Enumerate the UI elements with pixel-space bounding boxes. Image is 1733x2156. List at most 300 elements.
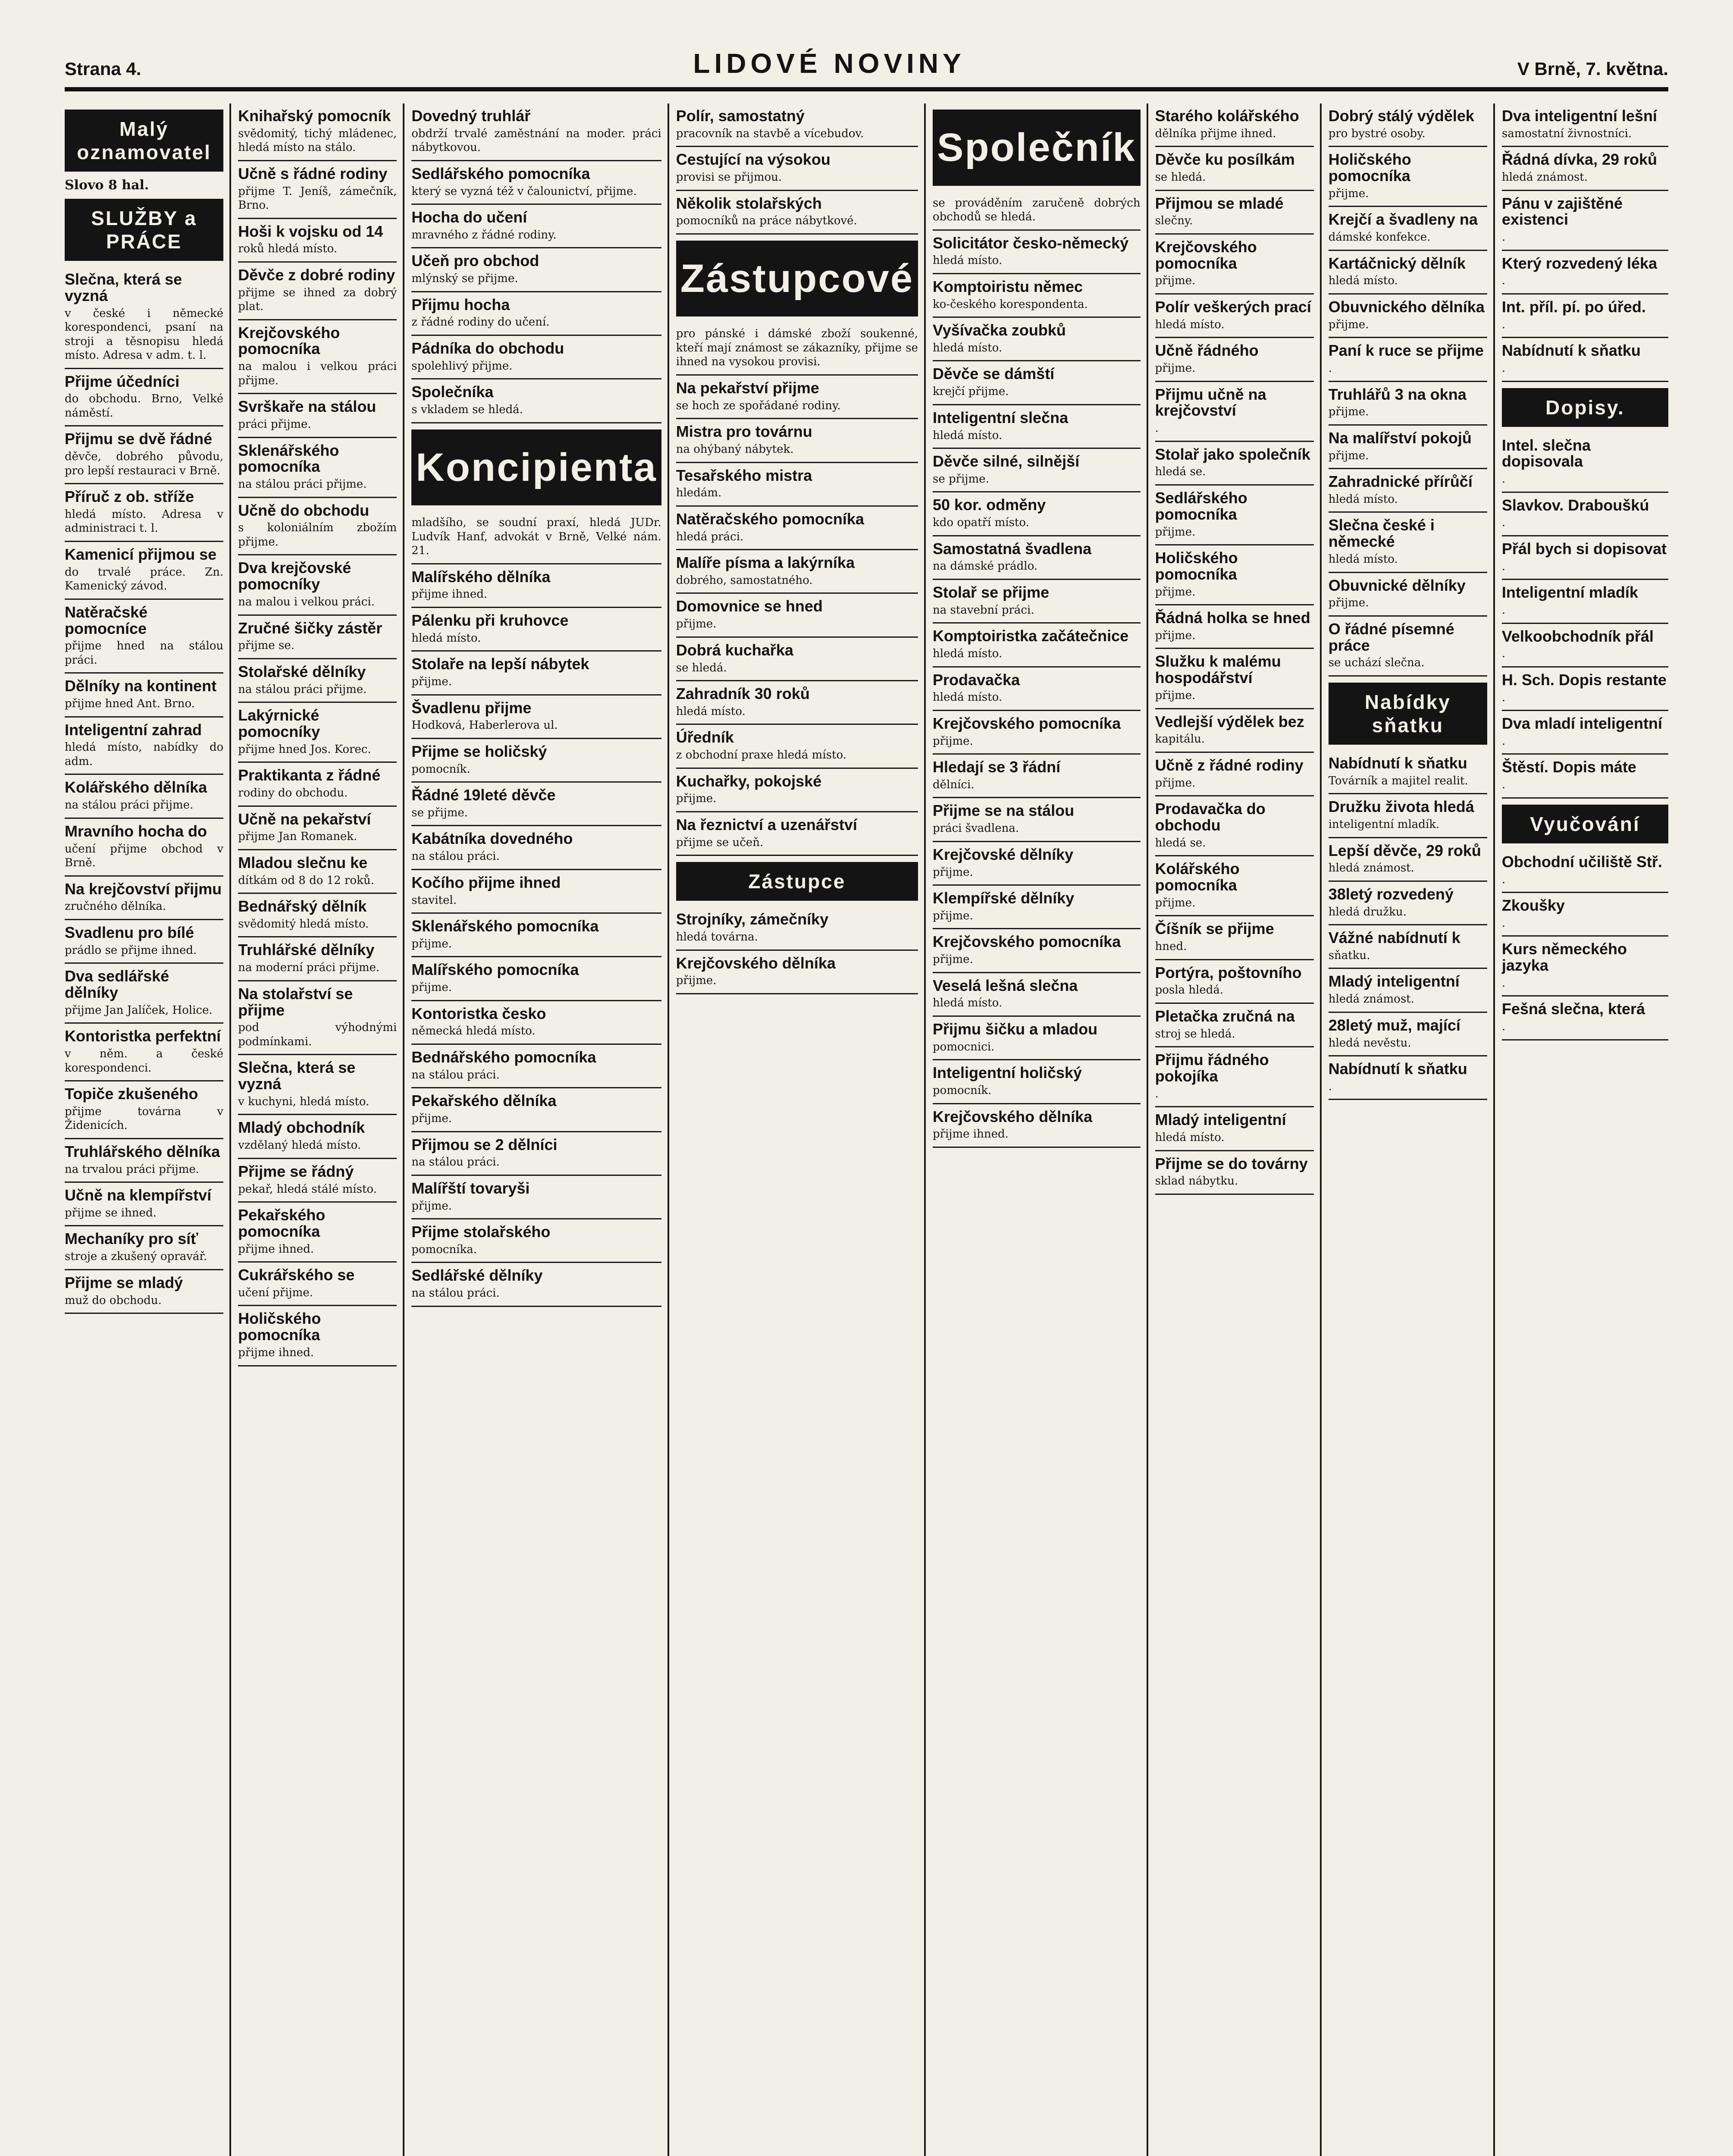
ad-body: . (1501, 560, 1506, 573)
classified-ad (1502, 893, 1668, 937)
classified-ad (1502, 251, 1668, 295)
classified-ad (933, 1060, 1141, 1104)
ad-title: Kolářského dělníka (65, 778, 207, 796)
ad-body: roků hledá místo. (238, 242, 338, 256)
ad-title: Přijme se mladý (65, 1273, 183, 1291)
classified-ad (65, 718, 223, 775)
ad-title: Kočího přijme ihned (411, 873, 561, 891)
classified-ad (1329, 295, 1487, 338)
ad-title: Pánu v zajištěné existenci (1501, 194, 1623, 229)
ad-body: přijme. (676, 617, 717, 631)
ad-title: Který rozvedený léka (1501, 254, 1658, 272)
ad-body: se přijme. (411, 806, 468, 819)
ad-body: německá hledá místo. (411, 1025, 536, 1038)
ad-body: se hoch ze spořádané rodiny. (676, 399, 841, 412)
ad-title: O řádné písemné práce (1328, 620, 1454, 654)
classified-ad (933, 536, 1141, 580)
ad-body: kapitálu. (1155, 733, 1205, 746)
classified-ad (65, 1139, 223, 1183)
classified-ad (1502, 755, 1668, 798)
ad-title: Komptoiristka začátečnice (933, 627, 1129, 645)
ad-body: provisi se přijmou. (676, 171, 782, 184)
ad-title: Natěračské pomocníce (65, 603, 148, 637)
ad-body: sňatku. (1328, 949, 1370, 962)
ad-body: se hledá. (1155, 171, 1206, 184)
classified-ad (1155, 796, 1314, 856)
classified-ad (65, 1024, 223, 1081)
ad-body: sklad nábytku. (1155, 1175, 1238, 1188)
ad-title: Krejčovského dělníka (933, 1107, 1093, 1125)
ad-body: . (1501, 916, 1506, 930)
classified-ad (238, 103, 397, 161)
classified-ad (238, 1203, 397, 1263)
classified-ad (1155, 916, 1314, 960)
ad-body: s vkladem se hledá. (411, 403, 523, 417)
classified-ad (1502, 580, 1668, 624)
classified-ad (65, 674, 223, 717)
ad-title: Inteligentní slečna (933, 408, 1069, 426)
ad-body: . (1501, 362, 1506, 375)
ad-body: hledá družku. (1328, 905, 1407, 918)
classified-ad (411, 1001, 661, 1045)
zastupce-small-banner: Zástupce (676, 862, 918, 901)
ad-title: Komptoiristu němec (933, 277, 1083, 295)
classified-ad (238, 555, 397, 615)
ad-body: rodiny do obchodu. (238, 787, 348, 800)
classified-ad (1502, 711, 1668, 755)
classified-ad (238, 981, 397, 1056)
ad-body: stroje a zkušený opravář. (65, 1250, 207, 1263)
classified-ad (411, 1045, 661, 1088)
ad-body: přijme. (1155, 896, 1196, 909)
ad-title: Slečna, která se vyzná (65, 270, 182, 304)
ad-body: přijme. (676, 792, 717, 805)
classified-ad (933, 624, 1141, 667)
ad-body: přijme. (1328, 187, 1369, 200)
ad-body: přijme. (1155, 776, 1196, 790)
ad-title: Na pekařství přijme (676, 379, 819, 397)
ad-body: ko-českého korespondenta. (933, 298, 1088, 311)
ad-body: z řádné rodiny do učení. (411, 316, 550, 329)
classified-ad (238, 894, 397, 937)
ad-body: přijme. (411, 981, 452, 994)
ad-body: přijme T. Jeníš, zámečník, Brno. (238, 185, 397, 212)
ad-title: Služku k malému hospodářství (1155, 652, 1281, 687)
classified-ad (411, 957, 661, 1001)
ad-title: Obchodní učiliště Stř. (1501, 852, 1662, 871)
ad-body: Továrník a majitel realit. (1328, 774, 1468, 787)
classified-ad (676, 376, 918, 419)
ad-title: Holičského pomocníka (238, 1310, 321, 1344)
classified-ad (933, 492, 1141, 536)
ad-body: který se vyzná též v čalounictví, přijme. (411, 185, 637, 198)
classified-ad (1155, 235, 1314, 295)
ad-body: přijme hned na stálou práci. (65, 639, 224, 667)
classified-ad (411, 652, 661, 695)
classified-ad (411, 1132, 661, 1176)
ad-body: přijme. (411, 937, 452, 950)
classified-ad (65, 426, 223, 484)
ad-body: . (1501, 318, 1506, 331)
classified-ad (933, 929, 1141, 973)
ad-title: Přijme se do továrny (1155, 1154, 1308, 1172)
ad-title: Svrškaře na stálou (238, 398, 376, 416)
ad-body: přijme ihned. (238, 1346, 314, 1359)
ad-title: Řádná dívka, 29 roků (1501, 150, 1657, 169)
classified-ad (676, 550, 918, 594)
classified-ad (1155, 382, 1314, 442)
ad-title: Dva krejčovské pomocníky (238, 559, 351, 593)
classified-ad (65, 1081, 223, 1139)
ad-title: Děvče silné, silnější (933, 452, 1080, 470)
classified-ad (238, 1055, 397, 1115)
ad-body: hledá místo, nabídky do adm. (65, 741, 224, 768)
classified-ad (676, 103, 918, 147)
ad-title: Pekařského pomocníka (238, 1206, 326, 1240)
ad-body: přijme. (1155, 689, 1196, 702)
ad-title: Malířští tovaryši (411, 1179, 530, 1197)
ad-body: na malou i velkou práci. (238, 595, 375, 609)
classified-ad (238, 850, 397, 894)
ad-title: Topiče zkušeného (65, 1085, 198, 1103)
ad-body: dělníka přijme ihned. (1155, 127, 1276, 140)
classified-ad (1329, 147, 1487, 207)
classified-ad (1502, 667, 1668, 711)
ad-title: Zručné šičky zástěr (238, 619, 382, 637)
ad-body: hledá známost. (1328, 862, 1414, 875)
classified-ad (1502, 433, 1668, 493)
ad-body: v něm. a české korespondenci. (65, 1047, 224, 1075)
classified-ad (1155, 338, 1314, 382)
classified-ad (411, 696, 661, 739)
ad-title: Cestující na výsokou (676, 150, 830, 169)
ad-body: hledá nevěstu. (1328, 1036, 1411, 1050)
ad-body: na malou i velkou práci přijme. (238, 360, 397, 387)
classified-ad (1329, 751, 1487, 794)
ad-body: se přijme. (933, 472, 989, 486)
ad-body: přijme. (933, 865, 973, 879)
ad-body: hledá místo. (411, 631, 481, 645)
ad-body: přijme. (1328, 318, 1369, 331)
ad-title: Kurs německého jazyka (1501, 940, 1627, 975)
ad-body: přijme. (1328, 596, 1369, 610)
classified-ad (65, 819, 223, 877)
ad-title: Pekařského dělníka (411, 1092, 557, 1110)
ad-body: hledá továrna. (676, 931, 758, 944)
ad-title: Truhlářské dělníky (238, 941, 375, 959)
ad-body: obdrží trvalé zaměstnání na moder. práci nábytkovou. (411, 127, 661, 154)
classified-ad (933, 1017, 1141, 1060)
ad-title: 38letý rozvedený (1328, 885, 1454, 903)
classified-ad (65, 1270, 223, 1314)
banner-subtitle: Slovo 8 hal. (65, 178, 149, 193)
ad-title: Úředník (676, 728, 734, 746)
ad-title: Stolař jako společník (1155, 445, 1310, 463)
classified-ad (1155, 1107, 1314, 1151)
ad-body: hledá místo. (933, 691, 1003, 704)
ad-title: Strojníky, zámečníky (676, 910, 829, 928)
classified-ad (238, 1115, 397, 1159)
ad-body: krejčí přijme. (933, 385, 1009, 398)
ad-title: Sklenářského pomocníka (411, 917, 599, 935)
ad-body: hledá místo. (1328, 274, 1398, 288)
classified-ad (65, 920, 223, 964)
ad-title: Dva mladí inteligentní (1501, 714, 1662, 733)
classified-ad (1329, 617, 1487, 677)
ad-body: hledá místo. (676, 705, 746, 718)
ad-title: Přijme se holičský (411, 742, 547, 760)
classified-ad (676, 638, 918, 681)
ad-body: přijme se. (238, 639, 295, 652)
classified-ad (238, 1159, 397, 1203)
ad-title: Dělníky na kontinent (65, 677, 217, 695)
ad-body: . (1501, 1020, 1506, 1034)
classified-ad (238, 219, 397, 263)
classified-ad (933, 973, 1141, 1017)
classified-ad (238, 438, 397, 498)
ad-body: . (1328, 362, 1332, 375)
classified-ad (1502, 997, 1668, 1040)
ad-title: Přijme stolařského (411, 1223, 551, 1241)
classified-ad (1329, 469, 1487, 513)
ad-title: Děvče se dámští (933, 365, 1055, 383)
ad-body: . (1501, 976, 1506, 990)
ad-title: Cukrářského se (238, 1266, 355, 1284)
ad-title: Švadlenu přijme (411, 699, 532, 717)
ad-title: Intel. slečna dopisovala (1501, 436, 1591, 470)
ad-body: mladšího, se soudní praxí, hledá JUDr. Ludvík Hanf, advokát v Brně, Velké nám. 21. (411, 516, 661, 558)
newspaper-title: LIDOVÉ NOVINY (693, 48, 965, 79)
ad-body: hledá se. (1155, 836, 1206, 849)
classified-ad (1502, 338, 1668, 382)
ad-title: Solicitátor česko-německý (933, 234, 1129, 252)
ad-title: Učeň pro obchod (411, 252, 539, 270)
ad-title: Přijme se na stálou (933, 802, 1075, 820)
classified-ad (933, 886, 1141, 929)
ad-title: Inteligentní zahrad (65, 721, 202, 739)
classified-ad (411, 248, 661, 292)
ad-title: Samostatná švadlena (933, 539, 1092, 558)
ad-title: Mistra pro továrnu (676, 423, 812, 441)
classified-ad (933, 667, 1141, 711)
classified-ad (1155, 147, 1314, 191)
ad-body: . (1501, 473, 1506, 486)
ad-body: přijme. (1155, 274, 1196, 288)
classified-ad (1155, 1151, 1314, 1195)
ad-title: Truhlářského dělníka (65, 1142, 220, 1160)
column-5 (933, 103, 1148, 2156)
ad-title: Učně řádného (1155, 342, 1259, 360)
ad-title: Polír veškerých prací (1155, 298, 1311, 316)
ad-title: Slečna, která se vyzná (238, 1059, 356, 1093)
ad-title: Stolařské dělníky (238, 662, 366, 680)
classified-ad (411, 870, 661, 914)
classified-ad (1329, 573, 1487, 617)
classified-ad (1329, 1056, 1487, 1100)
ad-body: přijme. (1155, 629, 1196, 642)
ad-body: na stálou práci. (411, 1287, 500, 1300)
classified-ad (1155, 960, 1314, 1004)
ad-title: Slavkov. Drabouškú (1501, 496, 1649, 514)
ad-body: přijme. (1328, 405, 1369, 419)
ad-title: Na malířství pokojů (1328, 429, 1472, 447)
ad-title: Družku života hledá (1328, 798, 1474, 816)
ad-body: přijme. (933, 909, 973, 922)
classified-ad (1155, 1004, 1314, 1047)
ad-title: Svadlenu pro bílé (65, 923, 194, 941)
classified-ad (933, 711, 1141, 755)
ad-title: Holičského pomocníka (1155, 549, 1238, 583)
ad-title: Na krejčovství přijmu (65, 880, 222, 898)
ad-body: přijme. (411, 675, 452, 689)
ad-body: na stálou práci přijme. (238, 478, 367, 491)
ad-title: Hocha do učení (411, 208, 527, 226)
ad-title: Několik stolařských (676, 194, 822, 212)
ad-body: pro pánské i dámské zboží soukenné, kteří mají známost se zákazníky, přijme se ihned na vysokou provisi. (676, 327, 918, 369)
ad-body: hned. (1155, 940, 1187, 953)
ad-title: Prodavačka do obchodu (1155, 800, 1266, 834)
ad-body: . (1328, 1080, 1332, 1093)
ad-body: prádlo se přijme ihned. (65, 943, 197, 957)
column-6 (1155, 103, 1322, 2156)
column-3 (411, 103, 669, 2156)
ad-title: Malířského pomocníka (411, 961, 579, 979)
classified-ad (1502, 103, 1668, 147)
ad-title: Kontoristka perfektní (65, 1027, 221, 1045)
classified-ad (238, 937, 397, 981)
ad-body: učení přijme obchod v Brně. (65, 842, 224, 870)
ad-title: Portýra, poštovního (1155, 963, 1302, 981)
ad-body: přijme. (676, 974, 717, 987)
ad-title: Sedlářského pomocníka (1155, 489, 1247, 523)
ad-title: Přijmu učně na krejčovství (1155, 385, 1266, 420)
classified-ad (676, 507, 918, 550)
classified-ad (1155, 753, 1314, 796)
ad-body: pekař, hledá stálé místo. (238, 1182, 377, 1196)
ad-title: Číšník se přijme (1155, 920, 1274, 938)
column-2 (238, 103, 404, 2156)
ad-title: Řádná holka se hned (1155, 609, 1310, 627)
ad-body: hledám. (676, 486, 722, 500)
classified-ad (1502, 624, 1668, 667)
classified-ad (65, 877, 223, 920)
classified-ad (411, 1088, 661, 1132)
classified-ad (238, 498, 397, 556)
ad-title: Mladý obchodník (238, 1119, 365, 1137)
ad-title: Krejčovského pomocníka (1155, 238, 1257, 272)
ad-body: v kuchyni, hledá místo. (238, 1095, 370, 1108)
ad-body: na stálou práci. (411, 1156, 500, 1169)
ad-title: Lepší děvče, 29 roků (1328, 841, 1481, 859)
ad-body: na ohýbaný nábytek. (676, 443, 794, 456)
ad-body: slečny. (1155, 214, 1193, 228)
issue-date: V Brně, 7. května. (1517, 59, 1668, 79)
ad-body: na stavební práci. (933, 603, 1034, 617)
ad-title: 50 kor. odměny (933, 496, 1046, 514)
ad-body: vzdělaný hledá místo. (238, 1139, 361, 1152)
classified-ad (411, 103, 661, 161)
ad-title: Přál bych si dopisovat (1501, 539, 1667, 558)
ad-body: přijme se ihned. (65, 1206, 157, 1219)
classified-ad (65, 542, 223, 600)
ad-body: v české i německé korespondenci, psaní na stroji a těsnopisu hledá místo. Adresa v adm. t. l. (65, 307, 224, 362)
classified-ad (933, 580, 1141, 624)
classified-ad (411, 1263, 661, 1307)
ad-body: přijme. (1155, 525, 1196, 539)
ad-title: Int. příl. pí. po úřed. (1501, 298, 1646, 316)
classified-ad (1329, 513, 1487, 573)
classified-ad (1329, 251, 1487, 295)
classified-ad (676, 769, 918, 812)
ad-title: Obuvnické dělníky (1328, 576, 1466, 594)
ad-title: Kontoristka česko (411, 1004, 546, 1022)
ad-body: . (1501, 778, 1506, 792)
ad-body: svědomitý hledá místo. (238, 917, 369, 931)
classified-ad (411, 1219, 661, 1263)
services-section-banner: SLUŽBY a PRÁCE (65, 199, 223, 261)
zastupce-banner: Zástupcové (676, 241, 918, 317)
ad-body: do obchodu. Brno, Velké náměstí. (65, 392, 224, 420)
ad-body: pod výhodnými podmínkami. (238, 1021, 397, 1048)
ad-title: Slečna české i německé (1328, 516, 1435, 551)
classified-ad (238, 1263, 397, 1306)
classified-ad (238, 1306, 397, 1366)
ad-body: hledá se. (1155, 465, 1206, 479)
classified-ad (65, 267, 223, 369)
classified-ad (933, 231, 1141, 274)
ad-body: přijme ihned. (933, 1128, 1009, 1141)
ad-body: . (1501, 274, 1506, 288)
ad-title: Přijme se řádný (238, 1162, 354, 1180)
classified-ad (933, 449, 1141, 492)
dopisy-banner: Dopisy. (1502, 388, 1668, 427)
ad-body: přijme ihned. (411, 588, 488, 601)
ad-title: Paní k ruce se přijme (1328, 342, 1484, 360)
column-4 (676, 103, 926, 2156)
ad-body: na trvalou práci přijme. (65, 1163, 200, 1176)
ad-body: dobrého, samostatného. (676, 573, 813, 587)
ad-title: Obuvnického dělníka (1328, 298, 1485, 316)
ad-title: Prodavačka (933, 671, 1020, 689)
classified-ad (1155, 442, 1314, 486)
classified-ad (1155, 1047, 1314, 1107)
ad-title: Kamenicí přijmou se (65, 545, 217, 563)
ad-body: přijme ihned. (238, 1242, 314, 1256)
ad-body: hledá známost. (1328, 993, 1414, 1006)
ad-title: Zahradník 30 roků (676, 685, 810, 703)
page-header (65, 47, 1668, 91)
ad-title: Sklenářského pomocníka (238, 441, 339, 476)
classified-ad (1155, 103, 1314, 147)
classified-ad (411, 783, 661, 826)
snatek-banner: Nabídky sňatku (1329, 683, 1487, 745)
ad-body: přijme. (933, 734, 973, 748)
ad-body: přijme se ihned za dobrý plat. (238, 286, 397, 313)
ad-body: pomocníka. (411, 1243, 477, 1256)
ad-title: Učně do obchodu (238, 501, 370, 519)
ad-body: inteligentní mladík. (1328, 818, 1440, 831)
classified-columns (65, 103, 1668, 2156)
classified-ad (933, 274, 1141, 318)
classified-ad (676, 725, 918, 768)
ad-body: . (1501, 873, 1506, 886)
classified-ad (411, 739, 661, 783)
ad-title: Malířského dělníka (411, 567, 551, 586)
ad-title: Vyšívačka zoubků (933, 321, 1066, 339)
ad-title: Přijmou se 2 dělníci (411, 1135, 558, 1153)
ad-title: Kolářského pomocníka (1155, 860, 1240, 894)
ad-body: hledá místo. (1155, 318, 1225, 331)
